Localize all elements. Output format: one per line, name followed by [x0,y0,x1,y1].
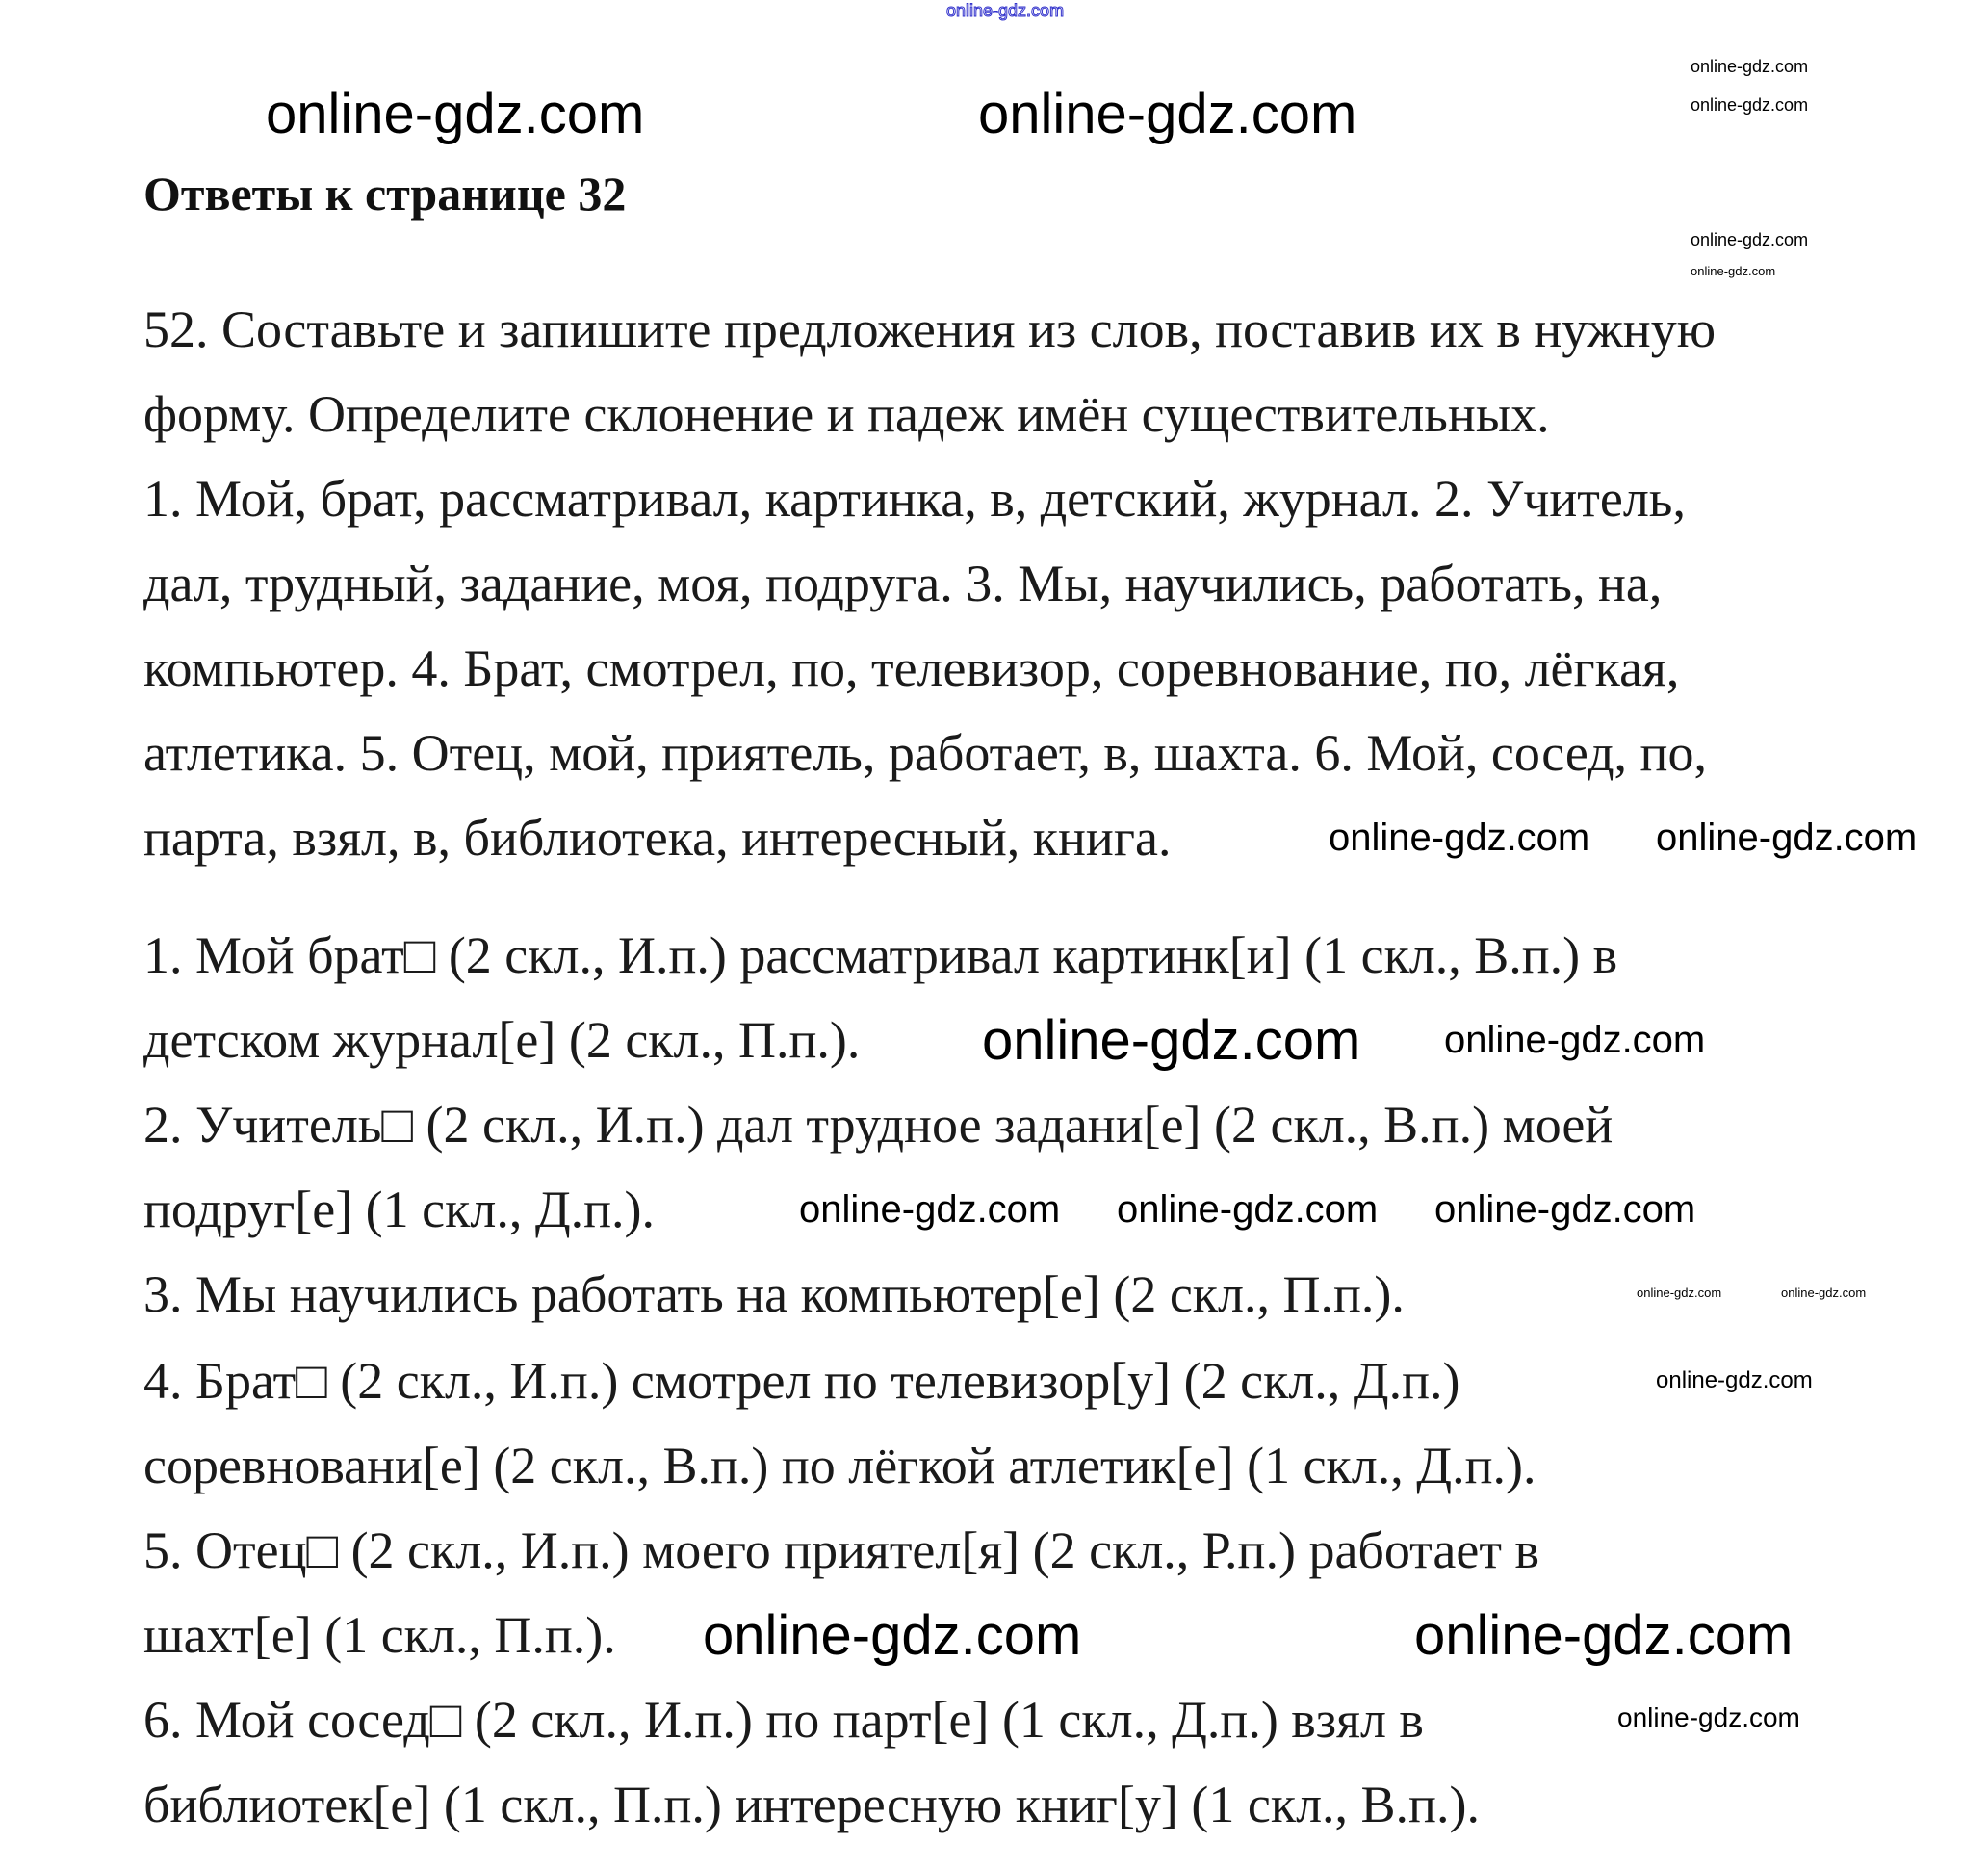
watermark: online-gdz.com [1637,1286,1722,1300]
watermark: online-gdz.com [982,1009,1361,1072]
answer-line: 6. Мой сосед□ (2 скл., И.п.) по парт[е] (1 скл., Д.п.) взял в [143,1691,1424,1749]
answer-line: шахт[е] (1 скл., П.п.). [143,1606,616,1664]
answer-line: 3. Мы научились работать на компьютер[е] (2 скл., П.п.). [143,1265,1405,1323]
task-line: 52. Составьте и запишите предложения из слов, поставив их в нужную [143,300,1717,358]
watermark: online-gdz.com [1656,817,1918,859]
watermark: online-gdz.com [1691,95,1809,115]
watermark: online-gdz.com [1691,264,1776,278]
task-line: дал, трудный, задание, моя, подруга. 3. Мы, научились, работать, на, [143,555,1663,612]
answer-line: 1. Мой брат□ (2 скл., И.п.) рассматривал картинк[и] (1 скл., В.п.) в [143,926,1618,984]
page-title: Ответы к странице 32 [143,167,627,221]
task-line: форму. Определите склонение и падеж имён существительных. [143,385,1550,443]
watermark: online-gdz.com [1617,1702,1800,1732]
answer-line: соревновани[е] (2 скл., В.п.) по лёгкой атлетик[е] (1 скл., Д.п.). [143,1437,1536,1494]
watermark: online-gdz.com [266,83,645,145]
watermark: online-gdz.com [978,83,1357,145]
watermark: online-gdz.com [1117,1188,1379,1231]
watermark: online-gdz.com [1414,1604,1794,1667]
watermark: online-gdz.com [703,1604,1082,1667]
task-line: 1. Мой, брат, рассматривал, картинка, в, детский, журнал. 2. Учитель, [143,470,1686,528]
answer-line: библиотек[е] (1 скл., П.п.) интересную книг[у] (1 скл., В.п.). [143,1776,1480,1833]
answer-line: подруг[е] (1 скл., Д.п.). [143,1181,656,1238]
watermark: online-gdz.com [1444,1019,1706,1061]
watermark: online-gdz.com [1656,1367,1813,1393]
task-line: компьютер. 4. Брат, смотрел, по, телевизор, соревнование, по, лёгкая, [143,639,1680,697]
watermark: online-gdz.com [1691,230,1809,249]
watermark: online-gdz.com [946,1,1065,20]
answer-line: детском журнал[е] (2 скл., П.п.). [143,1011,861,1069]
watermark: online-gdz.com [1434,1188,1696,1231]
answer-line: 5. Отец□ (2 скл., И.п.) моего приятел[я] (2 скл., Р.п.) работает в [143,1521,1539,1579]
answer-line: 4. Брат□ (2 скл., И.п.) смотрел по телевизор[у] (2 скл., Д.п.) [143,1352,1460,1410]
watermark: online-gdz.com [799,1188,1061,1231]
task-line: парта, взял, в, библиотека, интересный, книга. [143,809,1172,867]
watermark: online-gdz.com [1781,1286,1867,1300]
task-line: атлетика. 5. Отец, мой, приятель, работает, в, шахта. 6. Мой, сосед, по, [143,724,1707,782]
answer-line: 2. Учитель□ (2 скл., И.п.) дал трудное задани[е] (2 скл., В.п.) моей [143,1096,1614,1154]
watermark: online-gdz.com [1329,817,1590,859]
watermark: online-gdz.com [1691,57,1809,76]
